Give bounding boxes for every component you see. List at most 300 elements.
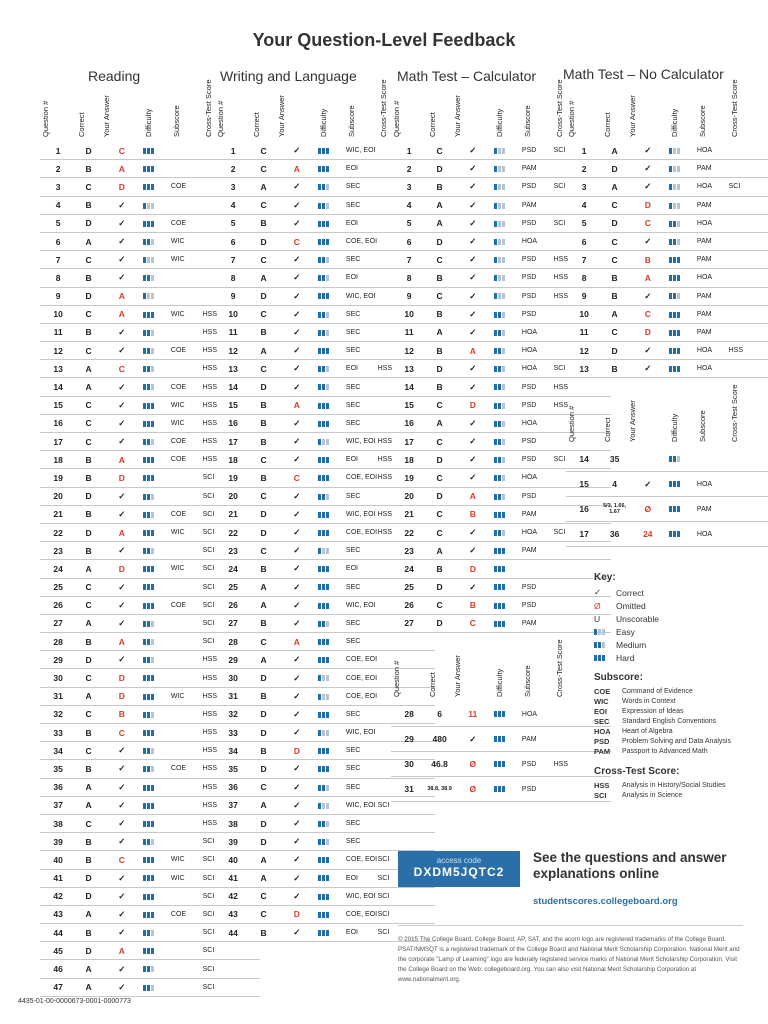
difficulty-indicator (494, 164, 506, 173)
reading-title: Reading (88, 68, 141, 84)
difficulty-square (143, 584, 146, 590)
difficulty-indicator (318, 182, 330, 191)
subscore: COE (171, 451, 203, 469)
abbr-item (594, 746, 731, 756)
correct-answer: A (427, 414, 452, 432)
difficulty-square (318, 221, 321, 227)
table-row (391, 727, 611, 752)
difficulty-cell (143, 378, 171, 396)
correct-answer: C (251, 160, 276, 178)
difficulty-square (494, 530, 497, 536)
difficulty-square (151, 912, 154, 918)
difficulty-indicator (318, 892, 330, 901)
difficulty-square (498, 330, 501, 336)
website-link[interactable]: studentscores.collegeboard.org (533, 896, 678, 907)
difficulty-cell (669, 360, 697, 378)
key-label: Unscorable (616, 613, 659, 624)
difficulty-indicator (494, 201, 506, 210)
correct-answer: C (76, 669, 101, 687)
abbr-code: HSS (594, 780, 610, 790)
difficulty-indicator (494, 528, 506, 537)
cross-test-score: HSS (378, 433, 436, 451)
difficulty-square (498, 221, 501, 227)
your-answer: ✓ (452, 251, 494, 269)
correct-answer: B (251, 433, 276, 451)
difficulty-square (669, 148, 672, 154)
cross-test-score: SCI (378, 851, 436, 869)
difficulty-square (147, 293, 150, 299)
difficulty-indicator (318, 928, 330, 937)
table-row (391, 378, 611, 396)
difficulty-cell (669, 323, 697, 341)
difficulty-square (322, 803, 325, 809)
question-number: 27 (215, 614, 251, 632)
correct-answer: C (251, 633, 276, 651)
difficulty-cell (318, 651, 346, 669)
your-answer: ✓ (101, 342, 143, 360)
column-header: Cross-Test Score (203, 79, 213, 137)
difficulty-cell (143, 942, 171, 960)
abbr-label: Command of Evidence (622, 687, 693, 695)
your-answer: A (101, 451, 143, 469)
question-number: 17 (40, 433, 76, 451)
subscore: WIC, EOI (346, 887, 378, 905)
correct-answer: B (251, 414, 276, 432)
subscore: PAM (697, 160, 729, 178)
difficulty-square (598, 629, 601, 635)
difficulty-square (151, 857, 154, 863)
key-label: Omitted (616, 600, 646, 611)
difficulty-indicator (318, 801, 330, 810)
cross-test-score: HSS (554, 251, 612, 269)
difficulty-square (677, 239, 680, 245)
question-number: 44 (215, 924, 251, 942)
difficulty-square (143, 803, 146, 809)
difficulty-indicator (143, 201, 155, 210)
subscore (171, 323, 203, 341)
difficulty-indicator (143, 419, 155, 428)
subscore: EOI (346, 360, 378, 378)
difficulty-square (318, 748, 321, 754)
difficulty-indicator (494, 583, 506, 592)
difficulty-indicator (494, 619, 506, 628)
difficulty-square (322, 894, 325, 900)
difficulty-square (322, 184, 325, 190)
difficulty-indicator (318, 855, 330, 864)
correct-answer: B (251, 560, 276, 578)
question-number: 17 (391, 433, 427, 451)
difficulty-indicator (318, 219, 330, 228)
question-number: 46 (40, 960, 76, 978)
correct-answer: C (602, 232, 627, 250)
your-answer: 24 (627, 522, 669, 547)
cross-test-score: SCI (203, 905, 261, 923)
subscore (171, 360, 203, 378)
difficulty-cell (143, 196, 171, 214)
difficulty-square (151, 293, 154, 299)
subscore: PSD (522, 287, 554, 305)
writing-title: Writing and Language (220, 68, 357, 84)
subscore: COE (171, 433, 203, 451)
difficulty-square (594, 655, 597, 661)
difficulty-cell (494, 702, 522, 727)
your-answer: ✓ (101, 414, 143, 432)
subscore (171, 287, 203, 305)
question-number: 11 (566, 323, 602, 341)
difficulty-square (322, 730, 325, 736)
subscore: PSD (522, 752, 554, 777)
question-number: 28 (215, 633, 251, 651)
table-row (215, 633, 435, 651)
column-header: Subscore (697, 105, 707, 137)
correct-answer: A (427, 214, 452, 232)
difficulty-cell (669, 342, 697, 360)
question-number: 4 (40, 196, 76, 214)
your-answer: ✓ (276, 924, 318, 942)
cross-test-score: HSS (203, 760, 261, 778)
difficulty-square (318, 694, 321, 700)
difficulty-indicator (143, 237, 155, 246)
question-number: 19 (40, 469, 76, 487)
difficulty-square (143, 257, 146, 263)
question-number: 13 (391, 360, 427, 378)
key-label: Correct (616, 587, 644, 598)
difficulty-indicator (143, 255, 155, 264)
your-answer: ✓ (452, 142, 494, 160)
difficulty-square (326, 403, 329, 409)
correct-answer: C (76, 578, 101, 596)
question-number: 33 (215, 724, 251, 742)
difficulty-cell (143, 869, 171, 887)
difficulty-square (322, 748, 325, 754)
correct-answer: B (251, 214, 276, 232)
subscore: WIC (171, 251, 203, 269)
key-label: Hard (616, 652, 635, 663)
correct-answer: 6 (427, 702, 452, 727)
abbr-item (594, 716, 731, 726)
difficulty-square (147, 530, 150, 536)
difficulty-square (326, 839, 329, 845)
key-symbol (594, 627, 616, 637)
difficulty-indicator (669, 530, 681, 539)
difficulty-indicator (143, 310, 155, 319)
your-answer: ✓ (276, 614, 318, 632)
question-number: 10 (566, 305, 602, 323)
difficulty-square (151, 366, 154, 372)
difficulty-square (322, 257, 325, 263)
subscore: COE (171, 505, 203, 523)
difficulty-square (151, 457, 154, 463)
difficulty-square (326, 475, 329, 481)
your-answer: ✓ (627, 160, 669, 178)
subscore: SEC (346, 814, 378, 832)
key-item (594, 651, 731, 664)
cross-test-score: SCI (203, 978, 261, 996)
your-answer: D (101, 669, 143, 687)
difficulty-square (318, 384, 321, 390)
difficulty-cell (318, 851, 346, 869)
column-header: Question # (392, 660, 401, 697)
difficulty-indicator (494, 182, 506, 191)
table-row (215, 887, 435, 905)
difficulty-square (143, 657, 146, 663)
correct-answer: C (251, 251, 276, 269)
your-answer: ✓ (276, 505, 318, 523)
abbr-item (594, 706, 731, 716)
key-item (594, 586, 731, 599)
difficulty-square (673, 456, 676, 462)
cross-test-score: SCI (203, 869, 261, 887)
key-item (594, 599, 731, 612)
difficulty-indicator (318, 346, 330, 355)
difficulty-square (673, 481, 676, 487)
difficulty-square (318, 512, 321, 518)
cross-test-score: HSS (203, 414, 261, 432)
difficulty-indicator (143, 528, 155, 537)
subscore: COE (171, 905, 203, 923)
difficulty-cell (318, 705, 346, 723)
difficulty-cell (318, 687, 346, 705)
difficulty-square (598, 655, 601, 661)
question-number: 10 (40, 305, 76, 323)
correct-answer: B (251, 396, 276, 414)
question-number: 20 (391, 487, 427, 505)
correct-answer: C (251, 142, 276, 160)
your-answer: ✓ (276, 851, 318, 869)
correct-answer: B (251, 323, 276, 341)
difficulty-square (602, 642, 605, 648)
subscore: HOA (697, 342, 729, 360)
difficulty-square (677, 312, 680, 318)
correct-answer: C (427, 505, 452, 523)
correct-answer: C (76, 705, 101, 723)
difficulty-indicator (143, 164, 155, 173)
subscore: WIC (171, 560, 203, 578)
cross-test-score: HSS (554, 378, 612, 396)
cross-test-score: SCI (378, 796, 436, 814)
your-answer (627, 447, 669, 472)
question-number: 6 (391, 232, 427, 250)
cross-test-score (729, 447, 768, 472)
your-answer: ✓ (276, 833, 318, 851)
difficulty-square (494, 475, 497, 481)
difficulty-square (326, 894, 329, 900)
online-message: See the questions and answer explanations online (533, 850, 727, 881)
correct-answer: C (427, 596, 452, 614)
correct-answer: B (76, 851, 101, 869)
column-header: Cross-Test Score (729, 79, 739, 137)
your-answer: ✓ (101, 760, 143, 778)
your-answer: ✓ (452, 196, 494, 214)
difficulty-square (502, 384, 505, 390)
difficulty-square (322, 621, 325, 627)
correct-answer: C (251, 305, 276, 323)
difficulty-cell (143, 796, 171, 814)
difficulty-square (594, 642, 597, 648)
correct-answer: A (76, 614, 101, 632)
subscore: COE (171, 342, 203, 360)
subscore: WIC, EOI (346, 142, 378, 160)
difficulty-square (147, 803, 150, 809)
cross-test-score: HSS (378, 360, 436, 378)
subscore: PSD (522, 578, 554, 596)
your-answer: C (627, 305, 669, 323)
cross-test-score: HSS (203, 778, 261, 796)
subscore: COE (171, 760, 203, 778)
your-answer: ✓ (101, 378, 143, 396)
question-number: 21 (40, 505, 76, 523)
key-symbol: Ø (594, 600, 601, 611)
abbr-label: Analysis in History/Social Studies (622, 781, 726, 789)
correct-answer: B (427, 378, 452, 396)
footer-code: 4435-01-00-0000673-0001-0000773 (18, 998, 131, 1005)
your-answer: ✓ (452, 578, 494, 596)
difficulty-square (151, 803, 154, 809)
difficulty-cell (143, 814, 171, 832)
difficulty-square (669, 293, 672, 299)
difficulty-indicator (318, 746, 330, 755)
subscore: SEC (346, 542, 378, 560)
difficulty-square (151, 148, 154, 154)
subscore: SEC (346, 396, 378, 414)
subscore: COE, EOI (346, 687, 378, 705)
difficulty-cell (318, 433, 346, 451)
subscore (171, 142, 203, 160)
difficulty-square (669, 184, 672, 190)
difficulty-square (498, 711, 501, 717)
correct-answer: A (251, 342, 276, 360)
difficulty-square (673, 366, 676, 372)
difficulty-square (143, 166, 146, 172)
your-answer: ✓ (276, 705, 318, 723)
table-row (391, 752, 611, 777)
question-number: 2 (566, 160, 602, 178)
question-number: 15 (566, 472, 602, 497)
difficulty-square (151, 766, 154, 772)
difficulty-indicator (143, 928, 155, 937)
difficulty-indicator (318, 710, 330, 719)
difficulty-square (147, 221, 150, 227)
your-answer: ✓ (101, 251, 143, 269)
difficulty-square (494, 711, 497, 717)
difficulty-square (151, 312, 154, 318)
difficulty-indicator (143, 564, 155, 573)
table-row (566, 360, 768, 378)
difficulty-square (326, 293, 329, 299)
difficulty-indicator (318, 819, 330, 828)
subscore (171, 924, 203, 942)
difficulty-square (502, 184, 505, 190)
difficulty-indicator (318, 692, 330, 701)
difficulty-square (143, 475, 146, 481)
difficulty-square (151, 548, 154, 554)
difficulty-square (322, 348, 325, 354)
subscore: WIC (171, 396, 203, 414)
difficulty-square (147, 166, 150, 172)
subscore: PAM (522, 160, 554, 178)
difficulty-square (673, 184, 676, 190)
correct-answer: D (427, 160, 452, 178)
correct-answer: A (251, 869, 276, 887)
difficulty-indicator (669, 273, 681, 282)
question-number: 3 (215, 178, 251, 196)
difficulty-cell (494, 396, 522, 414)
difficulty-indicator (143, 401, 155, 410)
difficulty-square (502, 421, 505, 427)
difficulty-cell (318, 905, 346, 923)
difficulty-cell (669, 160, 697, 178)
difficulty-cell (143, 887, 171, 905)
your-answer: ✓ (276, 214, 318, 232)
difficulty-indicator (494, 383, 506, 392)
difficulty-square (151, 494, 154, 500)
difficulty-indicator (494, 564, 506, 573)
difficulty-square (326, 384, 329, 390)
subscore: HOA (697, 472, 729, 497)
question-number: 22 (40, 523, 76, 541)
correct-answer: D (251, 287, 276, 305)
your-answer: ✓ (452, 523, 494, 541)
column-header: Question # (216, 100, 225, 137)
subscore: COE, EOI (346, 523, 378, 541)
difficulty-square (502, 166, 505, 172)
subscore: SEC (346, 251, 378, 269)
subscore: SEC (346, 414, 378, 432)
difficulty-square (498, 384, 501, 390)
subscore (171, 196, 203, 214)
difficulty-square (326, 330, 329, 336)
difficulty-cell (494, 269, 522, 287)
cross-test-score: HSS (203, 669, 261, 687)
difficulty-square (147, 330, 150, 336)
difficulty-square (677, 166, 680, 172)
difficulty-square (318, 894, 321, 900)
subscore: PAM (522, 727, 554, 752)
table-row (566, 305, 768, 323)
difficulty-square (147, 875, 150, 881)
difficulty-square (151, 239, 154, 245)
difficulty-square (318, 439, 321, 445)
subscore: HOA (522, 232, 554, 250)
question-number: 8 (215, 269, 251, 287)
difficulty-square (669, 166, 672, 172)
question-number: 10 (391, 305, 427, 323)
your-answer: ✓ (627, 142, 669, 160)
cross-test-score: HSS (554, 287, 612, 305)
abbr-item (594, 726, 731, 736)
difficulty-square (494, 293, 497, 299)
difficulty-square (318, 657, 321, 663)
difficulty-indicator (318, 419, 330, 428)
cross-test-score: SCI (554, 360, 612, 378)
difficulty-square (494, 366, 497, 372)
cross-test-score (729, 269, 768, 287)
subscore: EOI (346, 160, 378, 178)
difficulty-square (318, 348, 321, 354)
subscore: PSD (522, 214, 554, 232)
subscore: EOI (346, 869, 378, 887)
difficulty-square (326, 603, 329, 609)
question-number: 4 (215, 196, 251, 214)
difficulty-indicator (318, 473, 330, 482)
column-header: Your Answer (627, 95, 637, 137)
difficulty-square (318, 403, 321, 409)
difficulty-indicator (143, 946, 155, 955)
difficulty-square (147, 785, 150, 791)
difficulty-square (669, 275, 672, 281)
question-number: 6 (40, 232, 76, 250)
question-number: 6 (566, 232, 602, 250)
